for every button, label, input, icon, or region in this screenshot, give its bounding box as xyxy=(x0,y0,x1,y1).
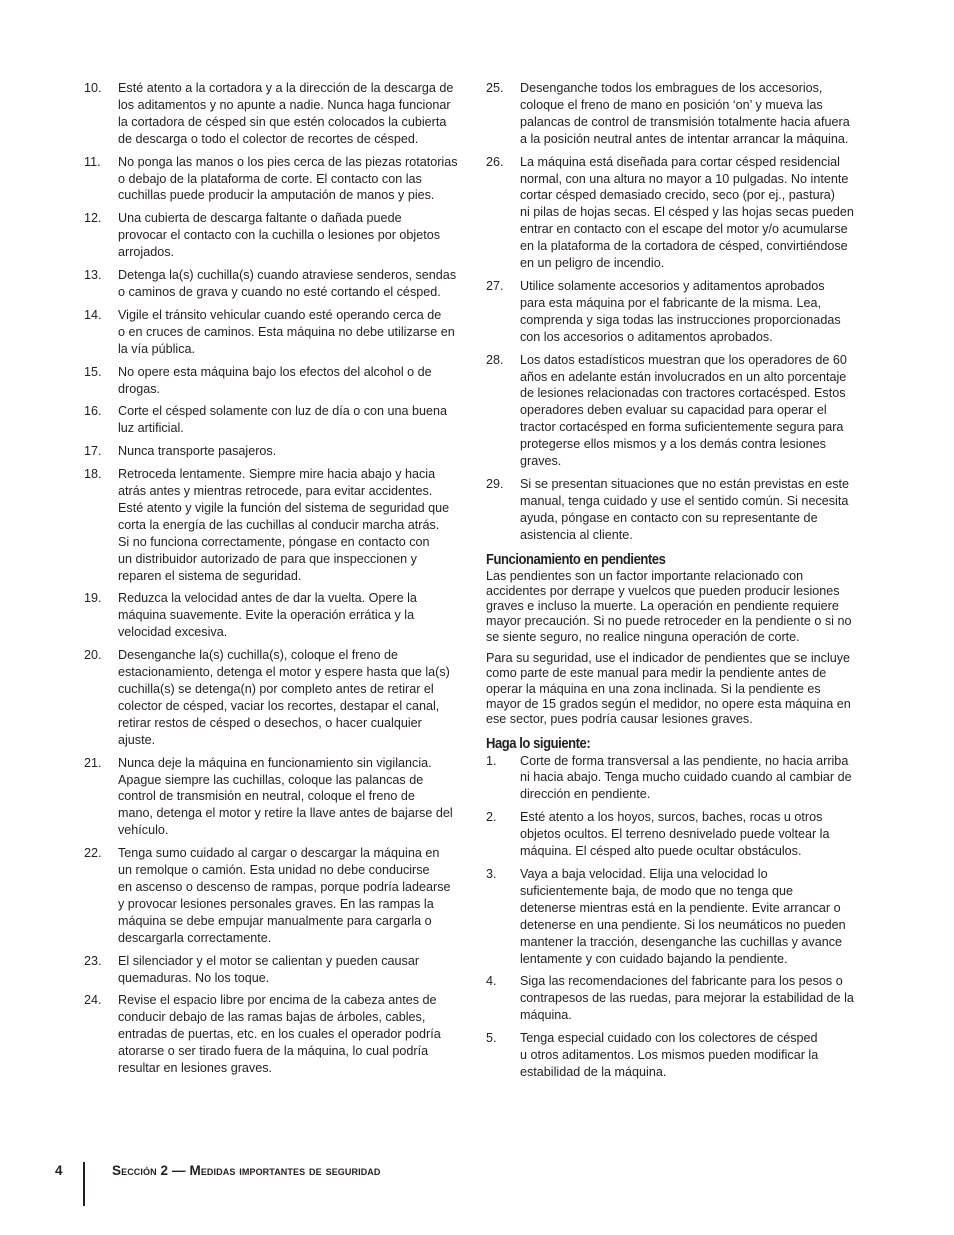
list-item xyxy=(84,443,468,460)
item-text: Esté atento a la cortadora y a la dirección de la descarga de los aditamentos y no apunte a nadie. Nunca haga funcionar la cortadora de césped sin que estén colocados la cubierta de descarga o todo el colector de recortes de césped. xyxy=(118,81,454,146)
item-number: 26. xyxy=(486,154,504,169)
list-item xyxy=(486,476,870,544)
item-number: 23. xyxy=(84,953,102,968)
item-number: 11. xyxy=(84,154,101,169)
item-text: Si se presentan situaciones que no están previstas en este manual, tenga cuidado y use el sentido común. Si necesita ayuda, póngase en contacto con su representante de asistencia al cliente. xyxy=(520,476,850,542)
item-number: 20. xyxy=(84,648,102,663)
item-text: Retroceda lentamente. Siempre mire hacia abajo y hacia atrás antes y mientras retrocede, para evitar accidentes. Esté atento y vigile la función del sistema de seguridad que corta la energía de las cuchillas al conducir marcha atrás. Si no funciona correctamente, póngase en contacto con un distribuidor autorizado de para que inspeccionen y reparen el sistema de seguridad. xyxy=(118,467,450,583)
list-item xyxy=(84,210,468,261)
item-number: 22. xyxy=(84,846,102,861)
item-number: 1. xyxy=(486,753,497,768)
list-item xyxy=(84,80,468,148)
section-heading-slopes: Funcionamiento en pendientes xyxy=(486,551,666,568)
list-item xyxy=(486,1030,870,1081)
item-number: 29. xyxy=(486,476,504,491)
item-text: Nunca transporte pasajeros. xyxy=(118,444,277,459)
item-number: 5. xyxy=(486,1031,497,1046)
item-text: Siga las recomendaciones del fabricante para los pesos o contrapesos de las ruedas, para mejorar la estabilidad de la máquina. xyxy=(520,974,854,1023)
item-text: Reduzca la velocidad antes de dar la vuelta. Opere la máquina suavemente. Evite la operación errática y la velocidad excesiva. xyxy=(118,591,417,640)
list-item xyxy=(84,466,468,584)
list-item xyxy=(84,992,468,1077)
list-item xyxy=(486,80,870,148)
item-number: 19. xyxy=(84,591,102,606)
list-item xyxy=(486,973,870,1024)
item-text: Tenga sumo cuidado al cargar o descargar la máquina en un remolque o camión. Esta unidad no debe conducirse en ascenso o descenso de rampas, porque podría ladearse y provocar lesiones personales graves. En las rampas la máquina se debe empujar manualmente para cargarla o descargarla correctamente. xyxy=(118,846,451,945)
item-number: 14. xyxy=(84,307,102,322)
item-number: 18. xyxy=(84,467,102,482)
list-item xyxy=(84,647,468,748)
list-item xyxy=(84,845,468,946)
left-column xyxy=(84,80,468,1083)
item-text: El silenciador y el motor se calientan y pueden causar quemaduras. No los toque. xyxy=(118,953,420,985)
item-number: 28. xyxy=(486,352,504,367)
item-text: Revise el espacio libre por encima de la cabeza antes de conducir debajo de las ramas bajas de árboles, cables, entradas de puertas, etc. en los cuales el operador podría atorarse o ser tirado fuera de la máquina, lo cual podría resultar en lesiones graves. xyxy=(118,993,441,1076)
item-number: 3. xyxy=(486,866,497,881)
list-item xyxy=(486,809,870,860)
section-heading-do-this: Haga lo siguiente: xyxy=(486,735,591,752)
item-text: La máquina está diseñada para cortar césped residencial normal, con una altura no mayor a 10 pulgadas. No intente cortar césped demasiado crecido, seco (por ej., pastura) ni pilas de hojas secas. El césped y las hojas secas pueden entrar en contacto con el escape del motor y/o acumularse en la plataforma de la cortadora de césped, convirtiéndose en un peligro de incendio. xyxy=(520,154,854,271)
slopes-paragraph: Las pendientes son un factor importante relacionado con accidentes por derrape y vuelcos que pueden producir lesiones graves e incluso la muerte. La operación en pendiente requiere mayor precaución. Si no puede retroceder en la pendiente o si no se siente seguro, no realice ninguna operación de corte. xyxy=(486,568,852,644)
item-text: No ponga las manos o los pies cerca de las piezas rotatorias o debajo de la plataforma de corte. El contacto con las cuchillas puede producir la amputación de manos y pies. xyxy=(118,154,458,203)
item-number: 4. xyxy=(486,974,497,989)
item-number: 25. xyxy=(486,81,504,95)
item-text: Detenga la(s) cuchilla(s) cuando atraviese senderos, sendas o caminos de grava y cuando no esté cortando el césped. xyxy=(118,268,457,299)
item-text: Una cubierta de descarga faltante o dañada puede provocar el contacto con la cuchilla o lesiones por objetos arrojados. xyxy=(118,211,441,260)
item-text: Esté atento a los hoyos, surcos, baches, rocas u otros objetos ocultos. El terreno desnivelado puede voltear la máquina. El césped alto puede ocultar obstáculos. xyxy=(520,810,830,859)
list-item xyxy=(486,154,870,272)
item-text: Los datos estadísticos muestran que los operadores de 60 años en adelante están involucrados en un alto porcentaje de lesiones relacionadas con tractores cortacésped. Estos operadores deben evaluar su capacidad para operar el tractor cortacésped en forma suficientemente segura para protegerse ellos mismos y a los demás contra lesiones graves. xyxy=(520,352,847,469)
item-text: Vigile el tránsito vehicular cuando esté operando cerca de o en cruces de caminos. Esta máquina no debe utilizarse en la vía pública. xyxy=(118,307,455,356)
item-number: 17. xyxy=(84,444,102,459)
item-text: Vaya a baja velocidad. Elija una velocidad lo suficientemente baja, de modo que no tenga que detenerse mientras está en la pendiente. Evite arrancar o detenerse en una pendiente. Si los neumáticos no pueden mantener la tracción, desenganche las cuchillas y avance lentamente y con cuidado bajando la pendiente. xyxy=(520,866,846,966)
item-text: Corte el césped solamente con luz de día o con una buena luz artificial. xyxy=(118,404,448,436)
item-text: Nunca deje la máquina en funcionamiento sin vigilancia. Apague siempre las cuchillas, coloque las palancas de control de transmisión en neutral, coloque el freno de mano, detenga el motor y retire la llave antes de bajarse del vehículo. xyxy=(118,755,453,838)
list-item xyxy=(486,753,870,804)
list-item xyxy=(486,866,870,967)
item-text: Tenga especial cuidado con los colectores de césped u otros aditamentos. Los mismos pueden modificar la estabilidad de la máquina. xyxy=(520,1031,819,1079)
right-column xyxy=(486,80,870,1087)
section-footer-title: Sección 2 — Medidas importantes de seguridad xyxy=(112,1163,381,1178)
list-item xyxy=(84,154,468,205)
list-item xyxy=(84,953,468,987)
item-number: 21. xyxy=(84,755,102,770)
item-number: 13. xyxy=(84,268,102,283)
list-item xyxy=(84,755,468,840)
list-item xyxy=(84,364,468,398)
item-number: 10. xyxy=(84,81,102,95)
item-number: 24. xyxy=(84,993,102,1008)
item-number: 12. xyxy=(84,211,102,226)
list-item xyxy=(486,278,870,346)
list-item xyxy=(486,352,870,470)
list-item xyxy=(84,307,468,358)
list-item xyxy=(84,403,468,437)
item-text: Desenganche todos los embragues de los accesorios, coloque el freno de mano en posición ‘on’ y mueva las palancas de control de transmisión totalmente hacia afuera a la posición neutral antes de intentar arrancar la máquina. xyxy=(520,81,850,146)
item-number: 27. xyxy=(486,278,504,293)
item-number: 2. xyxy=(486,810,497,825)
item-text: Corte de forma transversal a las pendiente, no hacia arriba ni hacia abajo. Tenga mucho cuidado cuando al cambiar de dirección en pendiente. xyxy=(520,753,852,802)
item-number: 15. xyxy=(84,364,102,379)
item-text: No opere esta máquina bajo los efectos del alcohol o de drogas. xyxy=(118,364,432,396)
list-item xyxy=(84,590,468,641)
item-number: 16. xyxy=(84,404,102,419)
item-text: Desenganche la(s) cuchilla(s), coloque el freno de estacionamiento, detenga el motor y espere hasta que la(s) cuchilla(s) se detenga(n) por completo antes de retirar el colector de césped, vaciar los recortes, destapar el canal, retirar restos de césped o desechos, o hacer cualquier ajuste. xyxy=(118,648,450,747)
list-item xyxy=(84,267,468,301)
page-number: 4 xyxy=(55,1163,63,1178)
slope-indicator-paragraph: Para su seguridad, use el indicador de pendientes que se incluye como parte de este manual para medir la pendiente antes de operar la máquina en una zona inclinada. Si la pendiente es mayor de 15 grados según el medidor, no opere esta máquina en ese sector, pues podría causar lesiones graves. xyxy=(486,651,851,727)
item-text: Utilice solamente accesorios y aditamentos aprobados para esta máquina por el fabricante de la misma. Lea, comprenda y siga todas las instrucciones proporcionadas con los accesorios o aditamentos aprobados. xyxy=(520,278,841,344)
footer-divider xyxy=(83,1162,85,1206)
